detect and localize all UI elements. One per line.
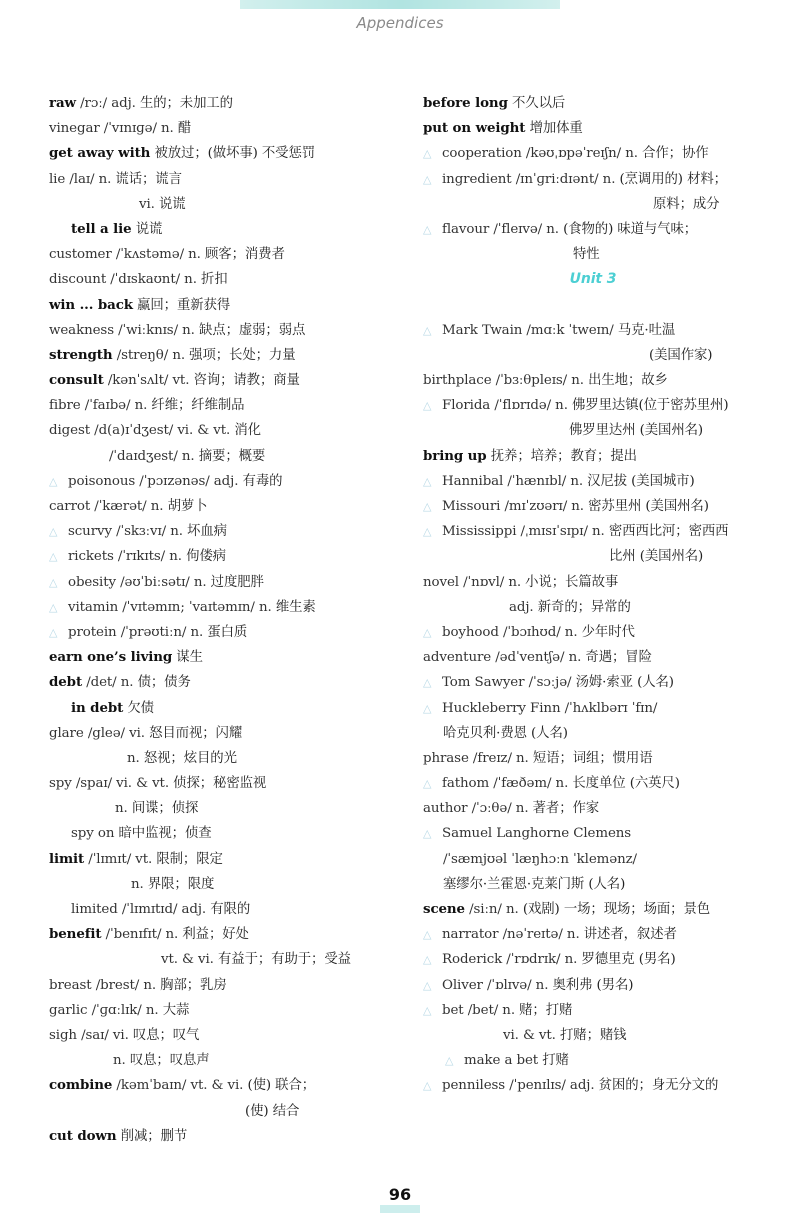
definition: 讲述者，叙述者 — [579, 927, 677, 943]
glossary-entry — [49, 922, 394, 947]
glossary-entry — [423, 116, 763, 141]
triangle-marker-icon: △ — [423, 978, 432, 992]
pronunciation: Hannibal /ˈhænɪbl/ n. — [442, 473, 583, 489]
definition: 间谍；侦探 — [127, 801, 199, 817]
pronunciation: sigh /saɪ/ vi. — [49, 1027, 129, 1043]
glossary-entry — [49, 293, 394, 318]
glossary-entry — [49, 141, 394, 166]
glossary-entry — [49, 1124, 394, 1149]
pronunciation: /kəmˈbaɪn/ vt. & vi. — [112, 1078, 244, 1094]
glossary-entry — [49, 343, 394, 368]
glossary-entry — [49, 544, 394, 569]
glossary-entry — [423, 1073, 763, 1098]
pronunciation: carrot /ˈkærət/ n. — [49, 499, 164, 514]
glossary-entry — [49, 821, 394, 846]
definition: 限制；限定 — [152, 851, 223, 867]
pronunciation: /siːn/ n. — [464, 902, 519, 917]
glossary-entry — [49, 1099, 394, 1124]
glossary-entry — [49, 91, 394, 116]
glossary-entry — [423, 796, 763, 821]
pronunciation: vinegar /ˈvɪnɪɡə/ n. — [49, 121, 174, 137]
pronunciation: make a bet — [464, 1053, 539, 1069]
pronunciation: discount /ˈdɪskaʊnt/ n. — [49, 272, 197, 288]
headword: scene — [423, 901, 465, 917]
glossary-entry — [49, 418, 394, 443]
triangle-marker-icon: △ — [423, 676, 432, 690]
definition: 说谎 — [131, 221, 163, 237]
definition: 强项；长处；力量 — [185, 347, 296, 363]
glossary-entry — [423, 91, 763, 116]
definition: (戏剧) 一场；现场；场面；景色 — [518, 902, 711, 917]
definition: 小说；长篇故事 — [521, 574, 619, 590]
glossary-entry — [423, 947, 763, 972]
pronunciation: /ˈsæmjʊəl ˈlæŋhɔːn ˈklemənz/ — [443, 851, 637, 867]
glossary-entry — [423, 821, 763, 846]
definition: 短语；词组；惯用语 — [528, 750, 653, 766]
pronunciation: scurvy /ˈskɜːvɪ/ n. — [68, 524, 183, 540]
glossary-entry — [423, 544, 763, 569]
glossary-entry — [423, 418, 763, 443]
unit-heading: Unit 3 — [569, 271, 617, 288]
definition: 大蒜 — [158, 1002, 190, 1018]
pronunciation: /ˈbenɪfɪt/ n. — [101, 927, 179, 943]
left-column — [49, 91, 394, 1149]
pronunciation: spy on — [71, 826, 115, 842]
glossary-entry — [423, 721, 763, 746]
pronunciation: breast /brest/ n. — [49, 977, 157, 993]
pronunciation: /ˈdaɪdʒest/ n. — [109, 448, 195, 464]
definition: 坏血病 — [182, 524, 227, 540]
pronunciation: birthplace /ˈbɜːθpleɪs/ n. — [423, 373, 584, 389]
glossary-entry — [49, 242, 394, 267]
glossary-entry — [49, 318, 394, 343]
page-number-decoration — [380, 1205, 420, 1213]
headword: get away with — [49, 145, 151, 162]
headword: tell a lie — [71, 220, 132, 237]
definition: 出生地；故乡 — [583, 373, 668, 389]
pronunciation: lie /laɪ/ n. — [49, 171, 112, 187]
glossary-entry — [423, 595, 763, 620]
headword: earn one’s living — [49, 649, 173, 666]
pronunciation: garlic /ˈɡɑːlɪk/ n. — [49, 1002, 159, 1018]
glossary-entry — [49, 167, 394, 192]
pronunciation: author /ˈɔːθə/ n. — [423, 801, 529, 817]
headword: in debt — [71, 699, 124, 716]
definition: 塞缪尔·兰霍恩·克莱门斯 (人名) — [443, 876, 626, 892]
pronunciation: n. — [115, 801, 128, 817]
definition: 佝偻病 — [181, 549, 226, 565]
headword: benefit — [49, 926, 102, 943]
definition: 过度肥胖 — [206, 574, 264, 590]
definition: 叹息；叹息声 — [125, 1053, 210, 1069]
pronunciation: Oliver /ˈɒlɪvə/ n. — [442, 977, 549, 993]
definition: 债；债务 — [133, 675, 191, 691]
triangle-marker-icon: △ — [423, 222, 432, 236]
glossary-entry — [49, 771, 394, 796]
pronunciation: flavour /ˈfleɪvə/ n. — [442, 221, 559, 237]
glossary-entry — [423, 771, 763, 796]
definition: 消化 — [230, 423, 261, 439]
definition: 佛罗里达州 (美国州名) — [569, 423, 704, 439]
triangle-marker-icon: △ — [423, 474, 432, 488]
definition: 赌；打赌 — [514, 1002, 573, 1018]
definition: 胡萝卜 — [163, 499, 208, 514]
definition: 欠债 — [123, 700, 154, 716]
triangle-marker-icon: △ — [423, 701, 432, 715]
definition: 少年时代 — [577, 624, 635, 640]
pronunciation: Huckleberry Finn /ˈhʌklbərɪ ˈfɪn/ — [442, 700, 658, 716]
triangle-marker-icon: △ — [49, 575, 58, 589]
glossary-entry — [49, 368, 394, 393]
triangle-marker-icon: △ — [49, 625, 58, 639]
glossary-entry — [49, 217, 394, 242]
page-header: Appendices — [356, 14, 444, 32]
glossary-entry — [423, 645, 763, 670]
definition: 侦探；秘密监视 — [169, 776, 267, 792]
definition: 纤维；纤维制品 — [147, 398, 245, 414]
definition: 奥利弗 (男名) — [548, 977, 634, 993]
glossary-entry — [423, 242, 763, 267]
definition: 缺点；虚弱；弱点 — [194, 322, 306, 338]
glossary-entry — [49, 696, 394, 721]
triangle-marker-icon: △ — [423, 625, 432, 639]
triangle-marker-icon: △ — [423, 928, 432, 942]
pronunciation: Mark Twain /mɑːk ˈtweɪn/ — [442, 322, 614, 338]
pronunciation: Mississippi /ˌmɪsɪˈsɪpɪ/ n. — [442, 524, 605, 540]
definition: 特性 — [573, 247, 600, 263]
triangle-marker-icon: △ — [49, 600, 58, 614]
pronunciation: n. — [113, 1053, 126, 1069]
pronunciation: bet /bet/ n. — [442, 1002, 515, 1018]
triangle-marker-icon: △ — [423, 1003, 432, 1017]
pronunciation: /kənˈsʌlt/ vt. — [103, 373, 190, 389]
glossary-entry — [423, 519, 763, 544]
glossary-entry — [423, 872, 763, 897]
right-column — [423, 91, 763, 1099]
pronunciation: fathom /ˈfæðəm/ n. — [442, 776, 569, 792]
glossary-entry — [423, 368, 763, 393]
definition: (美国作家) — [649, 347, 713, 363]
definition: 胸部；乳房 — [156, 977, 227, 993]
definition: 奇遇；冒险 — [581, 650, 652, 666]
triangle-marker-icon: △ — [423, 525, 432, 539]
glossary-entry — [49, 267, 394, 292]
definition: 新奇的；异常的 — [533, 599, 631, 615]
pronunciation: ingredient /ɪnˈɡriːdɪənt/ n. — [442, 171, 616, 187]
definition: 罗德里克 (男名) — [577, 952, 676, 968]
page-number: 96 — [388, 1185, 412, 1204]
glossary-entry — [49, 519, 394, 544]
pronunciation: narrator /nəˈreɪtə/ n. — [442, 927, 580, 943]
definition: 界限；限度 — [143, 876, 215, 892]
glossary-entry — [423, 444, 763, 469]
pronunciation: limited /ˈlɪmɪtɪd/ adj. — [71, 902, 207, 917]
triangle-marker-icon: △ — [49, 474, 58, 488]
definition: 有限的 — [206, 902, 251, 917]
pronunciation: protein /ˈprəʊtiːn/ n. — [68, 624, 204, 640]
triangle-marker-icon: △ — [423, 1079, 432, 1093]
glossary-entry — [49, 595, 394, 620]
definition: 著者；作家 — [528, 801, 600, 817]
pronunciation: poisonous /ˈpɔɪzənəs/ adj. — [68, 473, 239, 489]
headword: limit — [49, 850, 85, 867]
pronunciation: customer /ˈkʌstəmə/ n. — [49, 247, 201, 263]
definition: 佛罗里达镇(位于密苏里州) — [567, 398, 729, 414]
triangle-marker-icon: △ — [423, 500, 432, 513]
pronunciation: rickets /ˈrɪkɪts/ n. — [68, 549, 182, 565]
glossary-entry — [423, 620, 763, 645]
glossary-entry — [49, 721, 394, 746]
glossary-entry — [49, 847, 394, 872]
pronunciation: vi. — [139, 196, 155, 212]
triangle-marker-icon: △ — [445, 1054, 454, 1068]
glossary-entry — [423, 1023, 763, 1048]
pronunciation: vt. & vi. — [161, 952, 214, 968]
definition: 折扣 — [196, 272, 228, 288]
definition: 密西西比河；密西西 — [604, 524, 729, 540]
glossary-entry — [49, 494, 394, 519]
glossary-entry — [49, 872, 394, 897]
glossary-entry — [49, 469, 394, 494]
glossary-entry — [423, 998, 763, 1023]
pronunciation: penniless /ˈpenɪlɪs/ adj. — [442, 1078, 595, 1094]
pronunciation: boyhood /ˈbɔɪhʊd/ n. — [442, 624, 578, 640]
glossary-entry — [423, 293, 763, 318]
headword: consult — [49, 372, 104, 389]
definition: 顾客；消费者 — [200, 247, 285, 263]
pronunciation: weakness /ˈwiːknɪs/ n. — [49, 322, 195, 338]
glossary-entry — [49, 746, 394, 771]
glossary-entry — [423, 318, 763, 343]
glossary-entry — [49, 670, 394, 695]
pronunciation: obesity /əʊˈbiːsətɪ/ n. — [68, 574, 207, 590]
triangle-marker-icon: △ — [423, 323, 432, 337]
definition: 不久以后 — [507, 96, 566, 111]
glossary-entry — [49, 192, 394, 217]
pronunciation: n. — [131, 876, 144, 892]
triangle-marker-icon: △ — [423, 827, 432, 841]
headword: strength — [49, 346, 113, 363]
headword: debt — [49, 674, 83, 691]
pronunciation: novel /ˈnɒvl/ n. — [423, 574, 521, 590]
definition: 马克·吐温 — [613, 322, 676, 338]
pronunciation: n. — [127, 750, 140, 766]
glossary-entry — [49, 947, 394, 972]
pronunciation: fibre /ˈfaɪbə/ n. — [49, 398, 148, 414]
definition: 利益；好处 — [178, 927, 249, 943]
definition: 合作；协作 — [637, 146, 709, 162]
definition: 谎话；谎言 — [111, 171, 182, 187]
pronunciation: /rɔː/ adj. — [75, 96, 136, 111]
glossary-entry — [423, 141, 763, 166]
definition: 醋 — [173, 121, 192, 137]
header-decoration-band — [240, 0, 560, 9]
definition: (烹调用的) 材料； — [615, 171, 727, 187]
definition: 长度单位 (六英尺) — [568, 776, 680, 792]
glossary-entry — [49, 1073, 394, 1098]
definition: 蛋白质 — [203, 624, 248, 640]
definition: 咨询；请教；商量 — [189, 373, 300, 389]
definition: 抚养；培养；教育；提出 — [486, 448, 637, 464]
definition: 暗中监视；侦查 — [114, 826, 212, 842]
glossary-entry — [49, 570, 394, 595]
definition: 增加体重 — [525, 121, 583, 137]
headword: put on weight — [423, 120, 526, 137]
pronunciation: digest /d(a)ɪˈdʒest/ vi. & vt. — [49, 423, 231, 439]
glossary-entry — [423, 897, 763, 922]
glossary-entry — [423, 696, 763, 721]
pronunciation: vitamin /ˈvɪtəmɪn; ˈvaɪtəmɪn/ n. — [68, 599, 272, 615]
glossary-entry — [49, 620, 394, 645]
pronunciation: adventure /ədˈventʃə/ n. — [423, 650, 582, 666]
definition: (使) 联合； — [243, 1078, 316, 1094]
triangle-marker-icon: △ — [423, 777, 432, 791]
glossary-entry — [49, 645, 394, 670]
glossary-entry — [49, 998, 394, 1023]
definition: 怒目而视；闪耀 — [144, 725, 243, 741]
glossary-entry — [423, 167, 763, 192]
definition: 比州 (美国州名) — [609, 549, 704, 565]
pronunciation: /ˈlɪmɪt/ vt. — [84, 851, 153, 867]
definition: 怒视；炫目的光 — [139, 750, 237, 766]
definition: 贫困的；身无分文的 — [594, 1078, 719, 1094]
triangle-marker-icon: △ — [423, 953, 432, 967]
triangle-marker-icon: △ — [423, 147, 432, 161]
glossary-entry — [49, 393, 394, 418]
headword: combine — [49, 1077, 113, 1094]
definition: 说谎 — [154, 196, 186, 212]
headword: before long — [423, 95, 508, 111]
headword: cut down — [49, 1127, 117, 1144]
pronunciation: /streŋθ/ n. — [112, 347, 186, 363]
glossary-entry — [49, 444, 394, 469]
definition: 有益于；有助于；受益 — [213, 952, 351, 968]
definition: 打赌；赌钱 — [555, 1027, 627, 1043]
headword: raw — [49, 95, 76, 111]
definition: 打赌 — [538, 1053, 569, 1069]
glossary-entry — [49, 897, 394, 922]
definition: 被放过；(做坏事) 不受惩罚 — [150, 146, 316, 162]
triangle-marker-icon: △ — [49, 550, 58, 564]
glossary-entry — [423, 1048, 763, 1073]
glossary-entry — [423, 192, 763, 217]
definition: 维生素 — [271, 599, 316, 615]
headword: win ... back — [49, 296, 133, 313]
pronunciation: Florida /ˈflɒrɪdə/ n. — [442, 398, 568, 414]
glossary-entry — [423, 746, 763, 771]
definition: 有毒的 — [238, 473, 283, 489]
glossary-entry — [423, 494, 763, 519]
definition: 汉尼拔 (美国城市) — [583, 473, 695, 489]
definition: (食物的) 味道与气味； — [558, 221, 698, 237]
glossary-entry — [49, 116, 394, 141]
triangle-marker-icon: △ — [423, 172, 432, 186]
triangle-marker-icon: △ — [423, 399, 432, 413]
definition: 削减；删节 — [116, 1128, 188, 1144]
glossary-entry — [423, 469, 763, 494]
definition: 生的；未加工的 — [135, 96, 233, 111]
triangle-marker-icon: △ — [49, 525, 58, 539]
glossary-entry — [423, 570, 763, 595]
definition: 叹息；叹气 — [128, 1027, 200, 1043]
glossary-entry — [423, 217, 763, 242]
definition: 哈克贝利·费恩 (人名) — [443, 725, 568, 741]
glossary-entry — [49, 1048, 394, 1073]
definition: (使) 结合 — [245, 1103, 300, 1119]
pronunciation: Tom Sawyer /ˈsɔːjə/ — [442, 675, 572, 691]
definition: 谋生 — [172, 650, 203, 666]
glossary-entry — [423, 922, 763, 947]
glossary-entry — [423, 393, 763, 418]
glossary-entry — [423, 847, 763, 872]
pronunciation: spy /spaɪ/ vi. & vt. — [49, 776, 169, 792]
glossary-entry — [423, 973, 763, 998]
pronunciation: vi. & vt. — [503, 1027, 556, 1043]
glossary-entry — [49, 973, 394, 998]
pronunciation: cooperation /kəʊˌɒpəˈreɪʃn/ n. — [442, 146, 638, 162]
glossary-entry — [49, 796, 394, 821]
pronunciation: Roderick /ˈrɒdrɪk/ n. — [442, 952, 578, 968]
pronunciation: Missouri /mɪˈzʊərɪ/ n. — [442, 499, 584, 514]
definition: 原料；成分 — [653, 196, 720, 212]
pronunciation: glare /gleə/ vi. — [49, 725, 145, 741]
definition: 汤姆·索亚 (人名) — [571, 675, 674, 691]
glossary-entry — [423, 343, 763, 368]
glossary-entry — [49, 1023, 394, 1048]
definition: 密苏里州 (美国州名) — [583, 499, 709, 514]
pronunciation: Samuel Langhorne Clemens — [442, 826, 632, 842]
definition: 摘要；概要 — [194, 448, 266, 464]
definition: 赢回；重新获得 — [132, 297, 231, 313]
headword: bring up — [423, 447, 487, 464]
pronunciation: adj. — [509, 599, 534, 615]
pronunciation: /det/ n. — [82, 675, 134, 691]
glossary-entry — [423, 670, 763, 695]
pronunciation: phrase /freɪz/ n. — [423, 750, 529, 766]
